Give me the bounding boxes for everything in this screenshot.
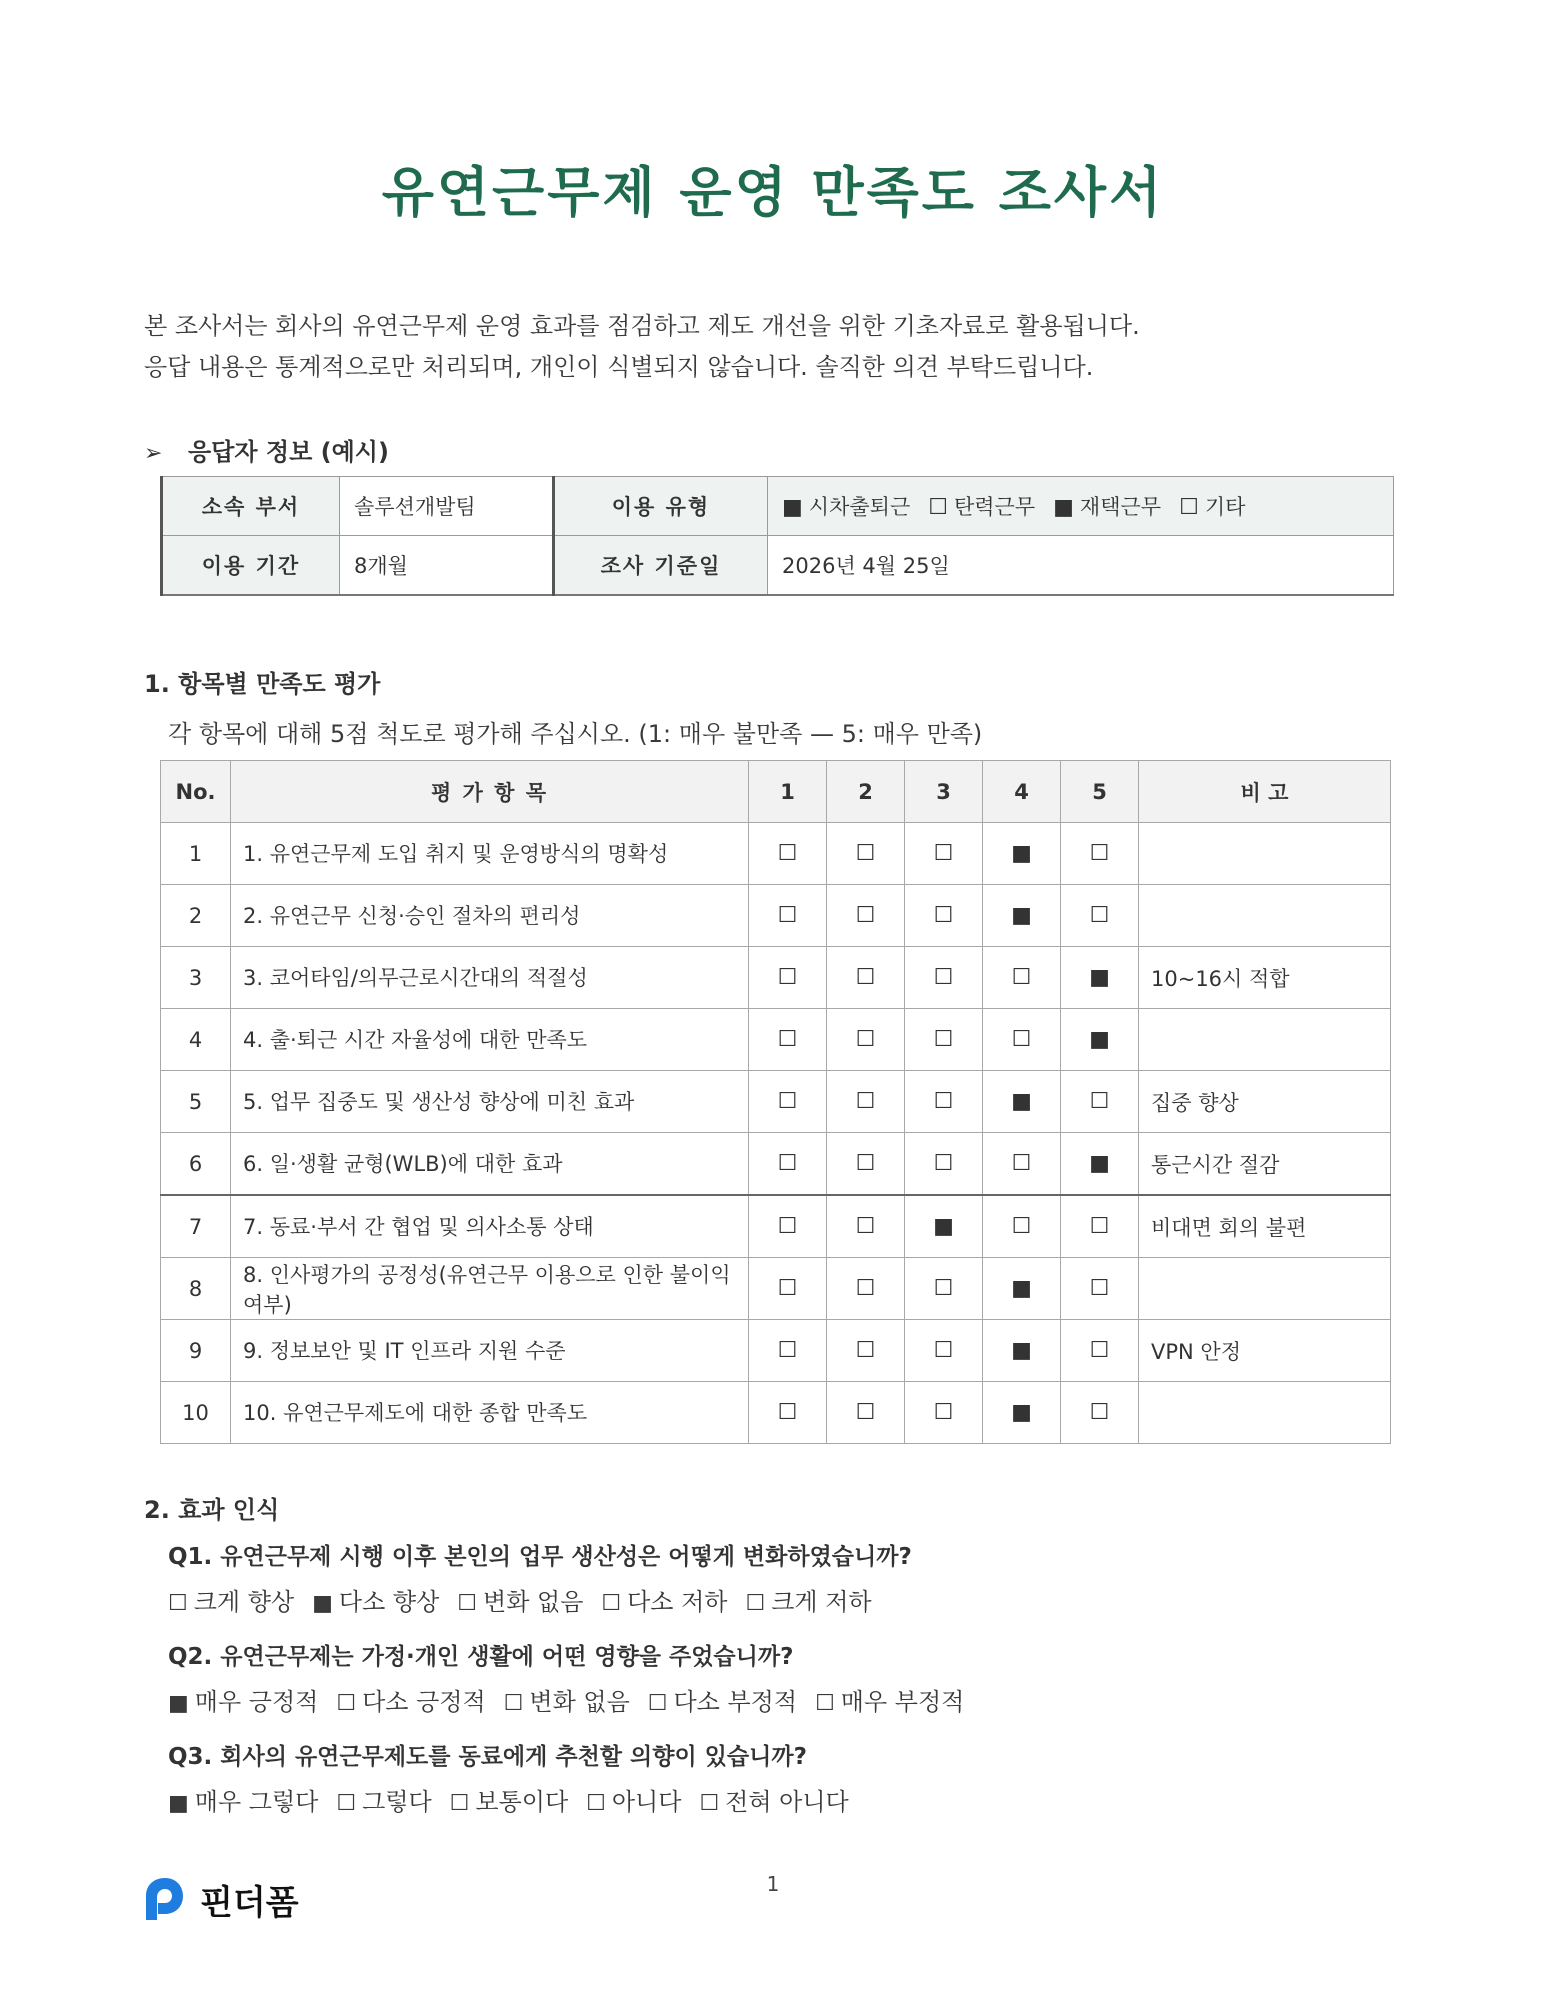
header-score-2: 2 — [827, 761, 905, 823]
row-remark: 통근시간 절감 — [1139, 1133, 1391, 1196]
checked-box-icon[interactable]: ■ — [905, 1195, 983, 1258]
unchecked-box-icon: ☐ — [647, 1691, 668, 1716]
row-item — [231, 885, 749, 947]
unchecked-box-icon[interactable]: ☐ — [1061, 1320, 1139, 1382]
answer-option[interactable] — [168, 1688, 318, 1716]
question-3-options — [168, 1782, 867, 1817]
header-score-3: 3 — [905, 761, 983, 823]
answer-option-label: 매우 부정적 — [840, 1688, 965, 1716]
row-item — [231, 823, 749, 885]
row-item — [231, 1320, 749, 1382]
unchecked-box-icon[interactable]: ☐ — [905, 823, 983, 885]
unchecked-box-icon[interactable]: ☐ — [905, 1009, 983, 1071]
unchecked-box-icon[interactable]: ☐ — [827, 1382, 905, 1444]
row-item-text: 1. 유연근무제 도입 취지 및 운영방식의 명확성 — [243, 841, 669, 866]
checked-box-icon[interactable]: ■ — [983, 1320, 1061, 1382]
unchecked-box-icon[interactable]: ☐ — [749, 1320, 827, 1382]
row-number: 3 — [161, 947, 231, 1009]
answer-option-label: 다소 부정적 — [673, 1688, 798, 1716]
question-2-options — [168, 1682, 982, 1717]
unchecked-box-icon: ☐ — [601, 1591, 622, 1616]
answer-option[interactable] — [336, 1688, 485, 1716]
unchecked-box-icon[interactable]: ☐ — [827, 823, 905, 885]
rating-row — [161, 1009, 1391, 1071]
section2-heading: 2. 효과 인식 — [144, 1496, 280, 1524]
rating-row — [161, 885, 1391, 947]
rating-row — [161, 1071, 1391, 1133]
checked-box-icon[interactable]: ■ — [1061, 1133, 1139, 1196]
unchecked-box-icon[interactable]: ☐ — [983, 1195, 1061, 1258]
unchecked-box-icon: ☐ — [503, 1691, 524, 1716]
answer-option[interactable] — [457, 1588, 583, 1616]
answer-option[interactable] — [504, 1688, 630, 1716]
answer-option[interactable] — [746, 1588, 872, 1616]
unchecked-box-icon[interactable]: ☐ — [827, 947, 905, 1009]
type-option-label: 시차출퇴근 — [808, 495, 911, 519]
unchecked-box-icon[interactable]: ☐ — [749, 1133, 827, 1196]
header-score-4: 4 — [983, 761, 1061, 823]
row-item — [231, 1071, 749, 1133]
answer-option[interactable] — [586, 1788, 681, 1816]
header-item: 평 가 항 목 — [231, 761, 749, 823]
unchecked-box-icon[interactable]: ☐ — [905, 1071, 983, 1133]
row-remark: 비대면 회의 불편 — [1139, 1195, 1391, 1258]
type-option-label: 재택근무 — [1079, 495, 1162, 519]
row-remark: VPN 안정 — [1139, 1320, 1391, 1382]
row-item-text: 3. 코어타임/의무근로시간대의 적절성 — [243, 965, 588, 990]
unchecked-box-icon: ☐ — [336, 1691, 357, 1716]
unchecked-box-icon[interactable]: ☐ — [827, 1195, 905, 1258]
unchecked-box-icon[interactable]: ☐ — [905, 1258, 983, 1320]
unchecked-box-icon[interactable]: ☐ — [905, 947, 983, 1009]
date-label: 조사 기준일 — [554, 536, 768, 596]
unchecked-box-icon[interactable]: ☐ — [749, 1071, 827, 1133]
question-3: Q3. 회사의 유연근무제도를 동료에게 추천할 의향이 있습니까? — [168, 1744, 807, 1770]
answer-option[interactable] — [648, 1688, 797, 1716]
unchecked-box-icon[interactable]: ☐ — [983, 947, 1061, 1009]
rating-header-row — [161, 761, 1391, 823]
rating-row — [161, 1382, 1391, 1444]
checked-box-icon: ■ — [312, 1591, 333, 1616]
row-item-text: 6. 일·생활 균형(WLB)에 대한 효과 — [243, 1151, 563, 1176]
checked-box-icon[interactable]: ■ — [983, 1258, 1061, 1320]
answer-option-label: 크게 저하 — [771, 1588, 872, 1616]
document-title: 유연근무제 운영 만족도 조사서 — [381, 161, 1165, 224]
question-1-options — [168, 1582, 890, 1617]
header-score-5: 5 — [1061, 761, 1139, 823]
unchecked-box-icon: ☐ — [336, 1791, 357, 1816]
header-remark: 비 고 — [1139, 761, 1391, 823]
checked-box-icon: ■ — [168, 1791, 189, 1816]
answer-option-label: 변화 없음 — [529, 1688, 630, 1716]
answer-option[interactable] — [336, 1788, 431, 1816]
unchecked-box-icon[interactable]: ☐ — [905, 1133, 983, 1196]
respondent-info-table — [160, 476, 1394, 596]
unchecked-box-icon: ☐ — [168, 1591, 188, 1616]
unchecked-box-icon[interactable]: ☐ — [749, 823, 827, 885]
checked-box-icon[interactable]: ■ — [983, 823, 1061, 885]
row-remark — [1139, 885, 1391, 947]
answer-option-label: 다소 긍정적 — [362, 1688, 486, 1716]
unchecked-box-icon[interactable]: ☐ — [905, 1320, 983, 1382]
row-number: 5 — [161, 1071, 231, 1133]
intro-text — [144, 306, 1140, 388]
row-item — [231, 1009, 749, 1071]
row-number: 4 — [161, 1009, 231, 1071]
checked-box-icon[interactable]: ■ — [1061, 1009, 1139, 1071]
row-remark: 10~16시 적합 — [1139, 947, 1391, 1009]
answer-option[interactable] — [168, 1788, 318, 1816]
checked-box-icon: ■ — [168, 1691, 189, 1716]
unchecked-box-icon: ☐ — [457, 1591, 478, 1616]
unchecked-box-icon[interactable]: ☐ — [1061, 1071, 1139, 1133]
type-options — [768, 477, 1394, 536]
row-item-text: 5. 업무 집중도 및 생산성 향상에 미친 효과 — [243, 1089, 635, 1114]
checked-box-icon: ■ — [782, 495, 803, 520]
period-value: 8개월 — [340, 536, 554, 596]
row-item-text: 10. 유연근무제도에 대한 종합 만족도 — [243, 1400, 588, 1425]
row-number: 1 — [161, 823, 231, 885]
answer-option-label: 변화 없음 — [483, 1588, 584, 1616]
unchecked-box-icon[interactable]: ☐ — [1061, 1195, 1139, 1258]
unchecked-box-icon[interactable]: ☐ — [827, 1071, 905, 1133]
row-remark: 집중 향상 — [1139, 1071, 1391, 1133]
unchecked-box-icon[interactable]: ☐ — [749, 1382, 827, 1444]
unchecked-box-icon[interactable]: ☐ — [1061, 823, 1139, 885]
unchecked-box-icon[interactable]: ☐ — [827, 1258, 905, 1320]
unchecked-box-icon[interactable]: ☐ — [1061, 1258, 1139, 1320]
checked-box-icon: ■ — [1053, 495, 1074, 520]
type-option[interactable] — [782, 495, 910, 519]
rating-row — [161, 1320, 1391, 1382]
type-label: 이용 유형 — [554, 477, 768, 536]
info-row — [162, 477, 1394, 536]
question-1: Q1. 유연근무제 시행 이후 본인의 업무 생산성은 어떻게 변화하였습니까? — [168, 1544, 912, 1570]
answer-option-label: 아니다 — [611, 1788, 682, 1816]
answer-option-label: 보통이다 — [475, 1788, 569, 1816]
answer-option-label: 전혀 아니다 — [725, 1788, 849, 1816]
unchecked-box-icon[interactable]: ☐ — [827, 1009, 905, 1071]
answer-option-label: 다소 향상 — [338, 1588, 440, 1616]
unchecked-box-icon: ☐ — [928, 495, 948, 520]
unchecked-box-icon: ☐ — [449, 1791, 470, 1816]
row-number: 8 — [161, 1258, 231, 1320]
checked-box-icon[interactable]: ■ — [983, 885, 1061, 947]
row-item — [231, 1133, 749, 1196]
row-item — [231, 1382, 749, 1444]
rating-row — [161, 947, 1391, 1009]
rating-row — [161, 823, 1391, 885]
row-number: 9 — [161, 1320, 231, 1382]
row-item — [231, 1258, 749, 1320]
unchecked-box-icon[interactable]: ☐ — [749, 1258, 827, 1320]
answer-option[interactable] — [815, 1688, 964, 1716]
rating-table — [160, 760, 1391, 1444]
answer-option[interactable] — [312, 1588, 439, 1616]
header-no: No. — [161, 761, 231, 823]
intro-line-1: 본 조사서는 회사의 유연근무제 운영 효과를 점검하고 제도 개선을 위한 기초자료로 활용됩니다. — [144, 312, 1140, 340]
type-option[interactable] — [1179, 495, 1245, 519]
checked-box-icon[interactable]: ■ — [983, 1382, 1061, 1444]
unchecked-box-icon: ☐ — [745, 1591, 766, 1616]
answer-option-label: 매우 긍정적 — [194, 1688, 319, 1716]
dept-label: 소속 부서 — [162, 477, 340, 536]
checked-box-icon[interactable]: ■ — [983, 1071, 1061, 1133]
row-remark — [1139, 1009, 1391, 1071]
rating-row — [161, 1195, 1391, 1258]
info-row — [162, 536, 1394, 596]
question-2: Q2. 유연근무제는 가정·개인 생활에 어떤 영향을 주었습니까? — [168, 1644, 794, 1670]
brand-logo-text: 핀더폼 — [200, 1882, 299, 1923]
answer-option[interactable] — [699, 1788, 848, 1816]
unchecked-box-icon[interactable]: ☐ — [983, 1009, 1061, 1071]
unchecked-box-icon: ☐ — [699, 1791, 720, 1816]
row-item-text: 9. 정보보안 및 IT 인프라 지원 수준 — [243, 1338, 566, 1363]
answer-option[interactable] — [168, 1588, 294, 1616]
row-remark — [1139, 823, 1391, 885]
unchecked-box-icon[interactable]: ☐ — [749, 1195, 827, 1258]
type-option[interactable] — [1053, 495, 1161, 519]
row-number: 6 — [161, 1133, 231, 1196]
row-item — [231, 1195, 749, 1258]
type-option-label: 탄력근무 — [953, 495, 1036, 519]
row-item — [231, 947, 749, 1009]
rating-row — [161, 1133, 1391, 1196]
row-number: 10 — [161, 1382, 231, 1444]
unchecked-box-icon: ☐ — [586, 1791, 606, 1816]
answer-option[interactable] — [450, 1788, 568, 1816]
row-item-text: 7. 동료·부서 간 협업 및 의사소통 상태 — [243, 1214, 594, 1239]
unchecked-box-icon[interactable]: ☐ — [749, 947, 827, 1009]
unchecked-box-icon[interactable]: ☐ — [905, 1382, 983, 1444]
unchecked-box-icon[interactable]: ☐ — [827, 885, 905, 947]
type-option-label: 기타 — [1204, 495, 1246, 519]
row-remark — [1139, 1382, 1391, 1444]
header-score-1: 1 — [749, 761, 827, 823]
unchecked-box-icon[interactable]: ☐ — [905, 885, 983, 947]
checked-box-icon[interactable]: ■ — [1061, 947, 1139, 1009]
answer-option[interactable] — [601, 1588, 727, 1616]
answer-option-label: 그렇다 — [362, 1788, 432, 1816]
arrow-bullet-icon: ➢ — [144, 441, 163, 466]
intro-line-2: 응답 내용은 통계적으로만 처리되며, 개인이 식별되지 않습니다. 솔직한 의견 부탁드립니다. — [144, 353, 1094, 381]
row-item-text: 2. 유연근무 신청·승인 절차의 편리성 — [243, 903, 581, 928]
unchecked-box-icon[interactable]: ☐ — [827, 1320, 905, 1382]
unchecked-box-icon: ☐ — [1179, 495, 1199, 520]
respondent-heading-text: 응답자 정보 (예시) — [188, 438, 389, 466]
section1-heading: 1. 항목별 만족도 평가 — [144, 670, 381, 698]
answer-option-label: 매우 그렇다 — [194, 1788, 319, 1816]
row-remark — [1139, 1258, 1391, 1320]
row-item-text: 8. 인사평가의 공정성(유연근무 이용으로 인한 불이익 여부) — [243, 1262, 731, 1317]
page-number: 1 — [766, 1872, 780, 1896]
unchecked-box-icon: ☐ — [815, 1691, 835, 1716]
row-item-text: 4. 출·퇴근 시간 자율성에 대한 만족도 — [243, 1027, 588, 1052]
section1-note: 각 항목에 대해 5점 척도로 평가해 주십시오. (1: 매우 불만족 — 5: 매우 만족) — [168, 720, 983, 748]
answer-option-label: 크게 향상 — [193, 1588, 295, 1616]
unchecked-box-icon[interactable]: ☐ — [1061, 1382, 1139, 1444]
unchecked-box-icon[interactable]: ☐ — [827, 1133, 905, 1196]
rating-row — [161, 1258, 1391, 1320]
respondent-heading — [144, 432, 389, 467]
date-value: 2026년 4월 25일 — [768, 536, 1394, 596]
unchecked-box-icon[interactable]: ☐ — [983, 1133, 1061, 1196]
unchecked-box-icon[interactable]: ☐ — [749, 1009, 827, 1071]
row-number: 2 — [161, 885, 231, 947]
unchecked-box-icon[interactable]: ☐ — [1061, 885, 1139, 947]
period-label: 이용 기간 — [162, 536, 340, 596]
dept-value: 솔루션개발팀 — [340, 477, 554, 536]
unchecked-box-icon[interactable]: ☐ — [749, 885, 827, 947]
type-option[interactable] — [928, 495, 1035, 519]
row-number: 7 — [161, 1195, 231, 1258]
answer-option-label: 다소 저하 — [627, 1588, 728, 1616]
